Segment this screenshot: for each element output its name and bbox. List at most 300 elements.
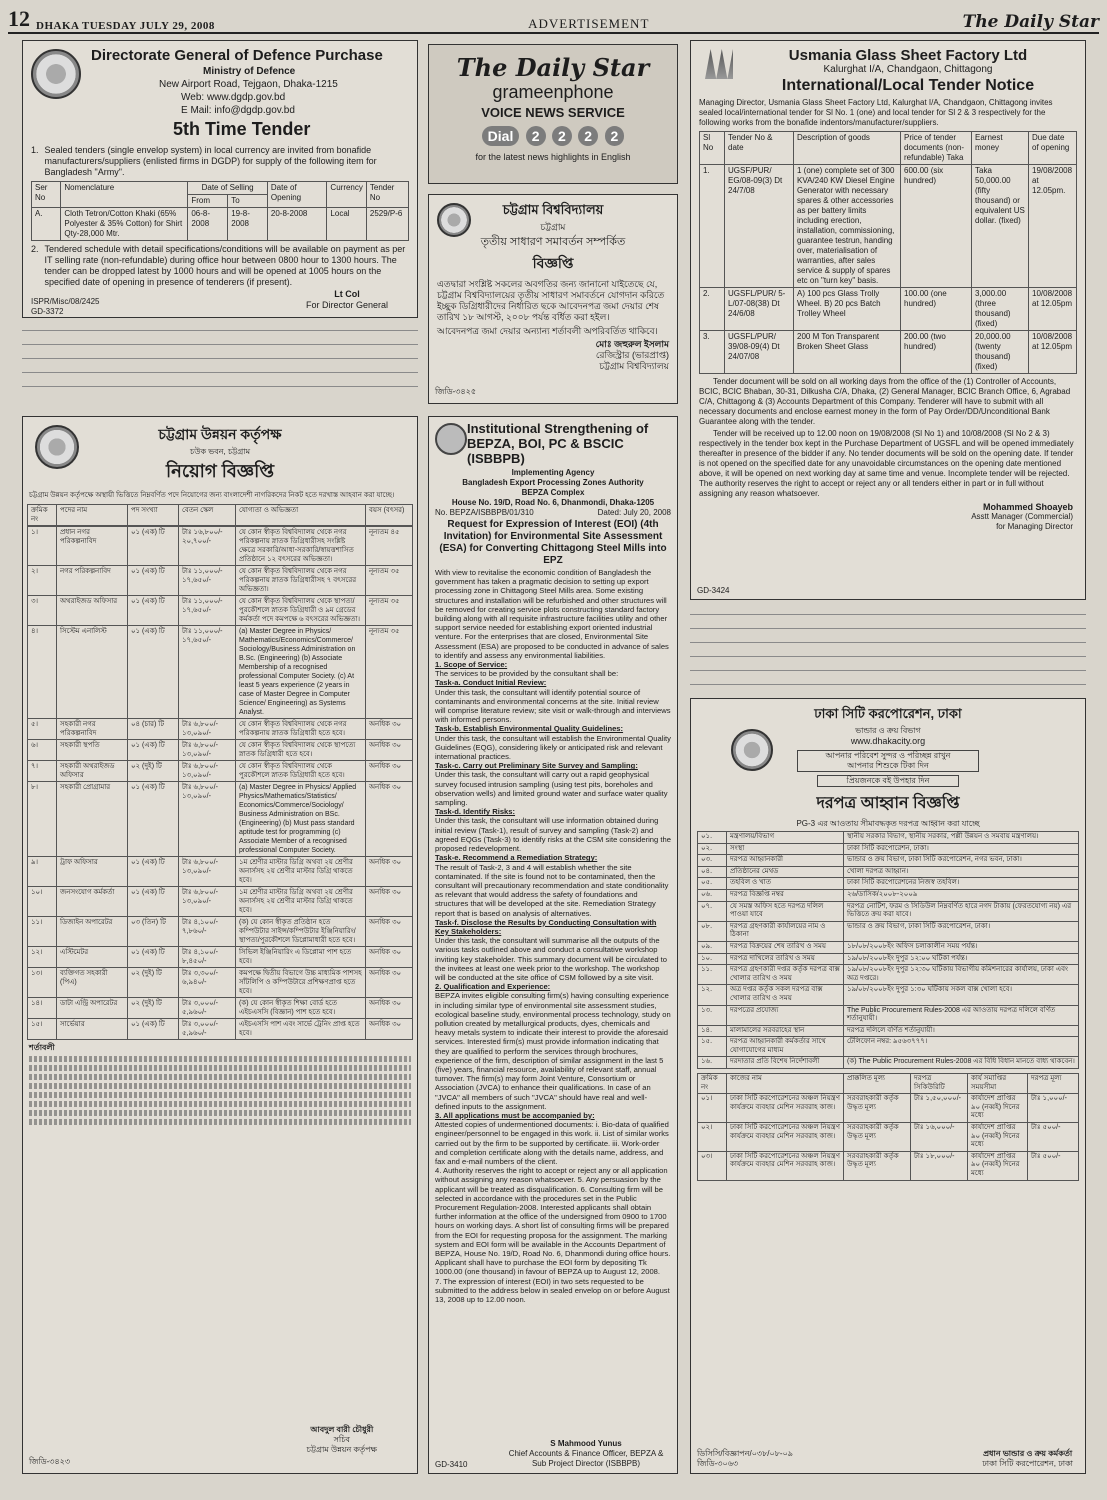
cell: ঢাকা সিটি করপোরেশনের অঞ্চল নিয়ন্ত্রণ কার্যক্রমে ব্যবহার মেশিন সরবরাহ কাজ। — [727, 1094, 844, 1123]
cell: অনধিক ৩০ — [366, 857, 413, 887]
dial-digit: 2 — [526, 126, 546, 146]
cell: 20-8-2008 — [267, 208, 327, 241]
table-row — [698, 901, 1079, 921]
cda-seal-icon — [35, 425, 79, 469]
cell: Local — [327, 208, 366, 241]
table-row — [698, 832, 1079, 844]
cell: অনধিক ৩০ — [366, 968, 413, 998]
cell: টাঃ ৩,৩০০/- ৬,৯৪০/- — [179, 968, 236, 998]
th: কার্য সমাপ্তির সময়সীমা — [968, 1074, 1028, 1094]
cell: ঢাকা সিটি করপোরেশনের অঞ্চল নিয়ন্ত্রণ কার্যক্রমে ব্যবহার মেশিন সরবরাহ কাজ। — [727, 1123, 844, 1152]
cell: অথরাইজড অফিসার — [57, 596, 128, 626]
cu-subtitle: তৃতীয় সাধারণ সমাবর্তন সম্পর্কিত — [480, 236, 626, 248]
cell: সিভিল ইঞ্জিনিয়ারিং এ ডিপ্লোমা পাশ হতে হবে। — [236, 947, 366, 968]
table-row — [698, 878, 1079, 890]
cell: টাঃ ৪,১০০/- ৮,৪৫০/- — [179, 947, 236, 968]
cell: দরপত্র বিক্রয়ের শেষ তারিখ ও সময় — [727, 941, 844, 953]
section-heading: Task-d. Identify Risks: — [435, 807, 516, 817]
table-row — [28, 740, 413, 761]
cell: ১৯/০৮/২০০৮ইং দুপুর ১২:০০ ঘটিকা পর্যন্ত। — [844, 953, 1079, 965]
cell: টাঃ ৬,৮০০/- ১৩,০৯০/- — [179, 719, 236, 740]
cell: মালামালের সরবরাহের স্থান — [727, 1025, 844, 1037]
cu-city: চট্টগ্রাম — [540, 222, 566, 232]
th: Tender No & date — [725, 132, 794, 165]
cell: নূন্যতম ৩৫ — [366, 566, 413, 596]
cell: ০১ (এক) টি — [128, 887, 179, 917]
cell: ৭। — [28, 761, 57, 782]
table-row — [698, 921, 1079, 941]
cell: নূন্যতম ৩৫ — [366, 626, 413, 719]
cell: সহকারী নগর পরিকল্পনাবিদ — [57, 719, 128, 740]
cell: টাঃ ১১,০০০/- ১৭,৬৫০/- — [179, 566, 236, 596]
bepza-agency: Bangladesh Export Processing Zones Authority — [462, 478, 644, 487]
cell: A. — [32, 208, 61, 241]
cell: টাঃ ৫০০/- — [1028, 1123, 1079, 1152]
cu-notice-ad — [428, 194, 678, 404]
table-row — [698, 866, 1079, 878]
th: দরপত্র মূল্য — [1028, 1074, 1079, 1094]
cda-subtitle: চউক ভবন, চট্টগ্রাম — [189, 447, 251, 456]
cell: অনধিক ৩০ — [366, 998, 413, 1019]
cell: টাঃ ১৬,৮০০/- ২০,৭০০/- — [179, 527, 236, 566]
cell: 100.00 (one hundred) — [901, 288, 972, 331]
cell: ১৪. — [698, 1025, 727, 1037]
table-row — [698, 953, 1079, 965]
th: বেতন স্কেল — [179, 505, 236, 526]
usmania-title: Usmania Glass Sheet Factory Ltd — [788, 47, 1028, 64]
cell: ট্রাফ অফিসার — [57, 857, 128, 887]
cell: প্রতিষ্ঠানের মেথড — [727, 866, 844, 878]
dgdp-gd: GD-3372 — [31, 307, 64, 316]
th-date-selling: Date of Selling — [188, 182, 268, 195]
section-text: Under this task, the consultant will carry out a rapid geophysical survey focused intrusion sampling (using test pits, boreholes and observation wells) and limited ground water and surface water quality sampling. — [435, 770, 668, 808]
dcc-seal-icon — [731, 729, 773, 771]
cell: 200 M Ton Transparent Broken Sheet Glass — [794, 331, 901, 374]
section-text: BEPZA invites eligible consulting firm(s) having consulting experience in including similar type of environmental site assessment studies, ecological baseline study, environmental process technology, study on pollution created by metallurgical products, dyes, chemicals and heavy metals system to indicate their interest to provide the aforesaid services. Interested firm(s) must provide information indicating that they are qualified to perform the services through brochures, experience of the firm, description of similar assignment in the last 5 (five) years, financial resource, availability of relevant staff, annual turnover. The firm(s) may form Joint Venture, Consortium or Association (JVCA) to enhance their qualifications. In case of an "JVCA" all members of such "JVCA" should have real and well-defined inputs to the assignment. — [435, 991, 671, 1111]
cell: টাঃ ৩,০০০/- ৫,৯৬০/- — [179, 1019, 236, 1040]
cell: ০১ (এক) টি — [128, 782, 179, 857]
cell: ৮। — [28, 782, 57, 857]
table-row — [698, 855, 1079, 867]
section-heading: Task-e. Recommend a Remediation Strategy: — [435, 853, 598, 863]
cell: The Public Procurement Rules-2008 এর আওতায় দরপত্র দলিলে বর্ণিত শর্তানুযায়ী। — [844, 1005, 1079, 1025]
cell: টাঃ ১,০০০/- — [1028, 1094, 1079, 1123]
cell: কার্যাদেশ প্রাপ্তির ৯০ (নব্বই) দিনের মধ্যে — [968, 1123, 1028, 1152]
usmania-signer-for: for Managing Director — [996, 522, 1073, 531]
table-row — [28, 782, 413, 857]
table-row — [698, 843, 1079, 855]
cell: টাঃ ৬,৮০০/- ১৩,০৯০/- — [179, 887, 236, 917]
cell: দরপত্র দাখিলের তারিখ ও সময় — [727, 953, 844, 965]
ds-logo: The Daily Star — [456, 53, 650, 82]
ds-dial-number — [429, 126, 677, 146]
table-row — [700, 288, 1077, 331]
th-date-opening: Date of Opening — [267, 182, 327, 208]
cu-title: চট্টগ্রাম বিশ্ববিদ্যালয় — [502, 202, 604, 217]
cell: সিস্টেম এনালিস্ট — [57, 626, 128, 719]
cell: 2. — [700, 288, 725, 331]
cell: জনসংযোগ কর্মকর্তা — [57, 887, 128, 917]
th: Description of goods — [794, 132, 901, 165]
dcc-dept: ভান্ডার ও ক্রয় বিভাগ — [855, 726, 921, 735]
bepza-agency-label: Implementing Agency — [511, 468, 595, 477]
cell: ০১ (এক) টি — [128, 947, 179, 968]
table-row — [700, 331, 1077, 374]
section-title: ADVERTISEMENT — [528, 16, 650, 31]
cell: ভান্ডার ও ক্রয় বিভাগ, ঢাকা সিটি করপোরেশন, নগর ভবন, ঢাকা। — [844, 855, 1079, 867]
table-row — [698, 1151, 1079, 1180]
cda-signer-org: চট্টগ্রাম উন্নয়ন কর্তৃপক্ষ — [306, 1445, 377, 1454]
th: প্রাক্কলিত মূল্য — [844, 1074, 911, 1094]
table-row — [28, 527, 413, 566]
cell: ০২ (দুই) টি — [128, 761, 179, 782]
dcc-title: ঢাকা সিটি করপোরেশন, ঢাকা — [814, 706, 962, 721]
cell: টাঃ ৪,১০০/- ৭,৮৬০/- — [179, 917, 236, 947]
cu-signer-title: রেজিস্ট্রার (ভারপ্রাপ্ত) — [595, 350, 669, 360]
table-row — [698, 1057, 1079, 1069]
cell: মন্ত্রণালয়/বিভাগ — [727, 832, 844, 844]
cell: (a) Master Degree in Physics/ Applied Physics/Mathematics/Statistics/ Economics/Commerce/Sociology/ Business Administration on BSc. (Engineering) (b) Must pass standard aptitude test for programming (c) Associate Member of a recognised professional Computer Society. — [236, 782, 366, 857]
table-row — [698, 889, 1079, 901]
section-heading: Task-c. Carry out Preliminary Site Survey and Sampling: — [435, 761, 638, 771]
cell: 10/08/2008 at 12.05pm — [1029, 331, 1077, 374]
cell: অনধিক ৩০ — [366, 782, 413, 857]
masthead — [8, 6, 1099, 34]
cda-conditions-text — [23, 1056, 417, 1125]
dcc-pg-line: PG-3 এর আওতায় সীমাবদ্ধকৃত দরপত্র আহ্বান করা যাচ্ছে — [796, 819, 980, 828]
cell: ১। — [28, 527, 57, 566]
cu-body: এতদ্বারা সংশ্লিষ্ট সকলের অবগতির জন্য জানানো যাইতেছে যে, চট্টগ্রাম বিশ্ববিদ্যালয়ের তৃতীয় সাধারণ সমাবর্তনে যোগদান করিতে ইচ্ছুক ডিগ্রিধারীদের নির্ধারিত ছকে আবেদনপত্র জমা দেয়ার শেষ তারিখ ১৮ আগস্ট, ২০০৮ পর্যন্ত বর্ধিত করা হইল। — [437, 279, 665, 322]
usmania-signer: Mohammed Shoayeb — [982, 502, 1073, 512]
page-number: 12 — [8, 6, 30, 31]
cell: 1. — [700, 165, 725, 288]
dcc-slogan3: প্রিয়জনকে বই উপহার দিন — [817, 775, 959, 787]
dcc-signer: প্রধান ভান্ডার ও ক্রয় কর্মকর্তা — [983, 1449, 1073, 1458]
cell: ০১ (এক) টি — [128, 1019, 179, 1040]
cell: টাঃ ১১,০০০/- ১৭,৬৫০/- — [179, 596, 236, 626]
section-heading: 2. Qualification and Experience: — [435, 982, 551, 992]
usmania-intro: Managing Director, Usmania Glass Sheet Factory Ltd, Kalurghat I/A, Chandgaon, Chittagong invites sealed local/international tender for Sl No. 1 (one) and local tender for Sl 2 & 3 respectively for the following works from the bonafide indentors/manufacturer/suppliers. — [699, 98, 1053, 127]
cell: ০১ (এক) টি — [128, 857, 179, 887]
cell: দরদাতার প্রতি বিশেষ নির্দেশাবলী — [727, 1057, 844, 1069]
cell: সরবরাহকারী কর্তৃক উদ্ধৃত মূল্য — [844, 1151, 911, 1180]
cell: টাঃ ১,৫০,০০০/- — [911, 1094, 968, 1123]
cell: Cloth Tetron/Cotton Khaki (65% Polyester & 35% Cotton) for Shirt Qty-28,000 Mtr. — [61, 208, 188, 241]
th: Sl No — [700, 132, 725, 165]
dgdp-para1: Sealed tenders (single envelop system) in local currency are invited from bonafide manufacturers/suppliers (enlisted firms in DGDP) for supply of the following item for Bangladesh "Army". — [44, 145, 377, 177]
bepza-headline: Request for Expression of Interest (EOI) (4th Invitation) for Environmental Site Assessment (ESA) for Converting Chittagong Steel Mills into EPZ — [439, 519, 667, 566]
th: Due date of opening — [1029, 132, 1077, 165]
table-row — [698, 1037, 1079, 1057]
cell: ০৫. — [698, 878, 727, 890]
cell: UGSFL/PUR/ 5-L/07-08(38) Dt 24/6/08 — [725, 288, 794, 331]
th-tender-no: Tender No — [366, 182, 408, 208]
cell: 200.00 (two hundred) — [901, 331, 972, 374]
cell: সার্ভেয়ার — [57, 1019, 128, 1040]
dcc-items-table — [697, 1073, 1079, 1181]
cell: ১৫। — [28, 1019, 57, 1040]
cell: ডাটা এন্ট্রি অপারেটর — [57, 998, 128, 1019]
dcc-tender-ad — [690, 698, 1086, 1474]
cu-notice-heading: বিজ্ঞপ্তি — [532, 255, 574, 271]
section-heading: Task-f. Disclose the Results by Conducting Consultation with Key Stakeholders: — [435, 917, 657, 936]
table-row — [32, 208, 409, 241]
th-nomenclature: Nomenclature — [61, 182, 188, 208]
cell: টাঃ ৩,০০০/- ৫,৯৬০/- — [179, 998, 236, 1019]
usmania-signer-title: Asstt Manager (Commercial) — [971, 512, 1073, 521]
cell: ১৯/০৮/২০০৮ইং দুপুর ১২:৩০ ঘটিকায় বিভাগীয় কমিশনারের কার্যালয়, ঢাকা এবং অত্র দপ্তরে। — [844, 965, 1079, 985]
bepza-eoi-ad — [428, 416, 678, 1474]
cell: ০৮. — [698, 921, 727, 941]
cell: 06-8-2008 — [188, 208, 228, 241]
cell: টাঃ ৬,৮০০/- ১৩,০৯০/- — [179, 740, 236, 761]
cell: দরপত্র দলিলে বর্ণিত শর্তানুযায়ী। — [844, 1025, 1079, 1037]
bepza-title: Institutional Strengthening of BEPZA, BOI, PC & BSCIC (ISBBPB) — [467, 421, 649, 466]
cu-body2: আবেদনপত্র জমা দেয়ার অন্যান্য শর্তাবলী অপরিবর্তিত থাকিবে। — [437, 326, 658, 336]
cell: ০১ (এক) টি — [128, 527, 179, 566]
cda-recruitment-ad — [22, 416, 418, 1474]
section-heading: Task-a. Conduct Initial Review: — [435, 678, 547, 688]
cell: 3. — [700, 331, 725, 374]
dgdp-sign-for: For Director General — [305, 300, 389, 310]
cell: ০১ (এক) টি — [128, 566, 179, 596]
cell: অনধিক ৩০ — [366, 887, 413, 917]
bepza-address: House No. 19/D, Road No. 6, Dhanmondi, Dhaka-1205 — [451, 498, 655, 507]
cell: ০১. — [698, 832, 727, 844]
cell: ০২ (দুই) টি — [128, 968, 179, 998]
th: ক্রমিক নং — [28, 505, 57, 526]
cell: ০৬. — [698, 889, 727, 901]
th: যোগ্যতা ও অভিজ্ঞতা — [236, 505, 366, 526]
cell: ০১ (এক) টি — [128, 626, 179, 719]
table-row — [28, 761, 413, 782]
table-row — [28, 596, 413, 626]
dial-digit: 2 — [552, 126, 572, 146]
section-text: The services to be provided by the consultant shall be: — [435, 669, 619, 679]
th: পদের নাম — [57, 505, 128, 526]
cell: ১ম শ্রেণীর মাস্টার ডিগ্রি অথবা ২য় শ্রেণীর অনার্সসহ ২য় শ্রেণীর মাস্টার ডিগ্রি থাকতে হবে। — [236, 887, 366, 917]
cell: ০৪ (চার) টি — [128, 719, 179, 740]
cell: ঢাকা সিটি করপোরেশনের অঞ্চল নিয়ন্ত্রণ কার্যক্রমে ব্যবহার মেশিন সরবরাহ কাজ। — [727, 1151, 844, 1180]
cu-signer: মোঃ জহুরুল ইসলাম — [595, 339, 669, 349]
cell: ১০. — [698, 953, 727, 965]
cda-signer: আবদুল বারী চৌধুরী — [310, 1425, 374, 1434]
cell: সরবরাহকারী কর্তৃক উদ্ধৃত মূল্য — [844, 1123, 911, 1152]
section-heading: Task-b. Establish Environmental Quality Guidelines: — [435, 724, 624, 734]
cell: অনধিক ৩০ — [366, 740, 413, 761]
usmania-address: Kalurghat I/A, Chandgaon, Chittagong — [823, 64, 993, 75]
cell: অনধিক ৩০ — [366, 719, 413, 740]
cell: ২। — [28, 566, 57, 596]
cell: অনধিক ৩০ — [366, 1019, 413, 1040]
dcc-signer-org: ঢাকা সিটি করপোরেশন, ঢাকা — [982, 1459, 1073, 1468]
table-row — [28, 998, 413, 1019]
section-text: 4. Authority reserves the right to accept or reject any or all application without assigning any reason whatsoever. 5. Any persuasion by the applicant will be treated as disqualification. 6. Consulting firm will be selected in accordance with the procedures set in the Public Procurement Regulation-2008. Interested applicants shall obtain further information at the office of the undersigned from 0900 to 1700 hours on working days. A short list of consulting firms will be prepared from the EOI for requesting proposa for the assignment. The marking system and EOI form will be available in the Accounts Department of BEPZA, House No. 19/D, Road No. 6, Dhanmondi during office hours. Applicant shall have to purchase the EOI form by depositing Tk 1000.00 (one thousand) in favour of BEPZA up to August 12, 2008. — [435, 1166, 671, 1277]
dcc-notice: দরপত্র আহ্বান বিজ্ঞপ্তি — [816, 795, 960, 812]
cell: ০১। — [698, 1094, 727, 1123]
cell: 3,000.00 (three thousand) (fixed) — [972, 288, 1029, 331]
table-row — [28, 917, 413, 947]
bepza-ref: No. BEPZA/ISBBPB/01/310 — [435, 508, 534, 517]
cell: ব্যক্তিগত সহকারী (পিএ) — [57, 968, 128, 998]
th-currency: Currency — [327, 182, 366, 208]
brand-logo: The Daily Star — [962, 12, 1099, 32]
cell: ১৫. — [698, 1037, 727, 1057]
bepza-intro: With view to revitalise the economic condition of Bangladesh the government has taken a pragmatic decision to setting up export processing zone in Chittagong Steel Mills area. Some existing structures and installation will be refurbished and other structures will be removed for creating service plots constructing standard factory building along with all requisite infrastructure facilities utility and other support service needed for establishing export oriented industrial venture. For the enterprises that are closed, Environmental Site Assessment (ESA) are proposed to be conducted in advance of sales to identify and assess any environmental liabilities. — [435, 568, 669, 660]
cu-seal-icon — [437, 203, 471, 237]
table-row — [28, 968, 413, 998]
usmania-para2: Tender will be received up to 12.00 noon on 19/08/2008 (Sl No 1) and 10/08/2008 (Sl No 2 & 3) respectively in the tender box kept in the Purchase Department of UGSFL and will be opened immediately thereafter in presence of the bidder if any. No tender documents will be sold on the opening date. If tender is not opened on the specified date for any unavoidable circumstances on the opening date mentioned above, it will be opened on next working day at same time and venue. Incomplete tender will be rejected. The authority reserves the right to accept or reject any or all tenders either in part or in full without assigning any reason whatsoever. — [699, 429, 1074, 498]
table-row — [698, 1094, 1079, 1123]
cell: টাঃ ১৬,০০০/- — [911, 1123, 968, 1152]
table-row — [698, 1025, 1079, 1037]
bepza-dated: Dated: July 20, 2008 — [597, 508, 671, 517]
dgdp-para2: Tendered schedule with detail specifications/conditions will be available on payment as per IT selling rate (non-refundable) during office hour between 0800 hour to 1300 hours. The tender can be dropped latest by 1000 hours and will be opened at 1005 hours on the specified date of opening in presence of tenderers (if present). — [44, 244, 406, 287]
cell: ৯। — [28, 857, 57, 887]
cell: যে কোন স্বীকৃত বিশ্ববিদ্যালয় থেকে পুরকৌশলে স্নাতক ডিগ্রিধারী হতে হবে। — [236, 761, 366, 782]
cda-rows — [27, 526, 413, 1040]
table-row — [28, 857, 413, 887]
cell: 19-8-2008 — [228, 208, 268, 241]
dgdp-web: Web: www.dgdp.gov.bd — [181, 92, 286, 103]
dcc-gd: জিডি-৩০৬৩ — [697, 1459, 739, 1468]
cell: এইচএসসি পাশ এবং সার্ভে ট্রেনিং প্রাপ্ত হতে হবে। — [236, 1019, 366, 1040]
cell: অনধিক ৩০ — [366, 947, 413, 968]
cell: টাঃ ৫০০/- — [1028, 1151, 1079, 1180]
dcc-info-table — [697, 831, 1079, 1069]
cell: দরপত্রের প্রযোজ্য — [727, 1005, 844, 1025]
cda-gd: জিডি-৩৪২৩ — [29, 1457, 71, 1466]
cell: ঢাকা সিটি করপোরেশন, ঢাকা। — [844, 843, 1079, 855]
cell: নূন্যতম ৩৫ — [366, 596, 413, 626]
cell: 600.00 (six hundred) — [901, 165, 972, 288]
ds-partner: grameenphone — [492, 82, 614, 102]
cell: টাঃ ৬,৮০০/- ১৩,০৯০/- — [179, 857, 236, 887]
section-text: Under this task, the consultant will identify potential source of contaminants and environmental concerns at the site. Initial review will comprise literature review; site visit or walk-through and interviews with informed persons. — [435, 687, 671, 725]
dcc-slogan1: আপনার পরিবেশ সুন্দর ও পরিচ্ছন্ন রাখুন — [825, 751, 951, 760]
cell: কার্যাদেশ প্রাপ্তির ৯০ (নব্বই) দিনের মধ্যে — [968, 1151, 1028, 1180]
section-text: Under this task, the consultant will summarise all the outputs of the various tasks outlined above and conduct a consultative workshop inviting key stakeholder. This summary document will be circulated to the invitees at least one week prior to the workshop. The workshop will be conducted at the site office of CSM followed by a site visit. — [435, 936, 667, 982]
cell: যে কোন স্বীকৃত বিশ্ববিদ্যালয় থেকে নগর পরিকল্পনায় স্নাতক ডিগ্রিধারীসহ ৭ বৎসরের অভিজ্ঞতা। — [236, 566, 366, 596]
bepza-logo-icon — [435, 423, 467, 455]
cell: A) 100 pcs Glass Trolly Wheel. B) 20 pcs Batch Trolley Wheel — [794, 288, 901, 331]
cell: ১৩. — [698, 1005, 727, 1025]
section-text: Under this task, the consultant will use information obtained during initial review (Task-1), result of survey and sampling (Task-2) and agreed EQGs (Task-3) to identify risks at the CSM site considering the proposed redevelopment. — [435, 816, 671, 854]
cell: 10/08/2008 at 12.05pm — [1029, 288, 1077, 331]
table-row — [698, 1123, 1079, 1152]
cell: ঢাকা সিটি করপোরেশনের নিজস্ব তহবিল। — [844, 878, 1079, 890]
cell: দরপত্র বিজ্ঞপ্তি নম্বর — [727, 889, 844, 901]
cell: যে কোন স্বীকৃত বিশ্ববিদ্যালয় থেকে নগর পরিকল্পনায় স্নাতক ডিগ্রিধারী হতে হবে। — [236, 719, 366, 740]
dgdp-tender-ad: Directorate General of Defence Purchase Ministry of Defence New Airport Road, Tejgaon, Dhaka-1215 Web: www.dgdp.gov.bd E Mail: info@dgdp.gov.bd 5th Time Tender 1. Sealed tenders (single envelop system) in local currency are invited from bonafide manufacturers/suppliers (enlisted firms in DGDP) for supply of the following item for Bangladesh "Army". Ser No Nomenclature Date of Selling Date of Opening Currency Tender No From To A. Cloth Tetron/Cotton Khaki (65% Polyester & 35% Cotton) for Shirt Qty-28,000 Mtr. 06-8-2008 19-8-2008 20-8-2008 Local 2529/P-6 2. Tendered schedule with detail specifications/conditions will be available on payment as per IT selling rate (non-refundable) during office hour between 0800 hour to 1300 hours. The tender can be dropped latest by 1000 hours and will be opened at 1005 hours on the specified date of opening in presence of tenderers (if present). ISPR/Misc/08/2425 GD-3372 Lt Col For Director General — [22, 40, 418, 318]
cell: 20,000.00 (twenty thousand) (fixed) — [972, 331, 1029, 374]
cell: টেলিফোন নম্বর: ৯৫৬৩৭৭৭। — [844, 1037, 1079, 1057]
section-text: 7. The expression of interest (EOI) in two sets requested to be submitted to the address below in sealed envelop on or before August 13, 2008 up to 12.00 noon. — [435, 1276, 670, 1305]
dgdp-seal-icon — [31, 49, 81, 99]
cell: ভান্ডার ও ক্রয় বিভাগ, ঢাকা সিটি করপোরেশন, ঢাকা। — [844, 921, 1079, 941]
cell: নগর পরিকল্পনাবিদ — [57, 566, 128, 596]
cell: ৪। — [28, 626, 57, 719]
cu-signer-org: চট্টগ্রাম বিশ্ববিদ্যালয় — [599, 361, 669, 371]
cell: ০৩. — [698, 855, 727, 867]
th: Price of tender documents (non-refundable) Taka — [901, 132, 972, 165]
cell: ডিজাইন অপারেটর — [57, 917, 128, 947]
cell: ১০। — [28, 887, 57, 917]
th: বয়স (বৎসর) — [366, 505, 413, 526]
cell: নূন্যতম ৪৫ — [366, 527, 413, 566]
table-row — [28, 887, 413, 917]
cell: ০২. — [698, 843, 727, 855]
cell: ০৩ (তিন) টি — [128, 917, 179, 947]
cell: টাঃ ৬,৮০০/- ১৩,০৯০/- — [179, 782, 236, 857]
dateline: DHAKA TUESDAY JULY 29, 2008 — [36, 20, 215, 32]
dcc-slogan2: আপনার শিশুকে টিকা দিন — [847, 761, 929, 770]
cda-signer-title: সচিব — [333, 1435, 350, 1444]
dcc-web: www.dhakacity.org — [850, 736, 926, 746]
cell: UGSFL/PUR/ 39/08-09(4) Dt 24/07/08 — [725, 331, 794, 374]
table-row — [28, 566, 413, 596]
cell: 2529/P-6 — [366, 208, 408, 241]
table-row — [28, 947, 413, 968]
table-row — [700, 165, 1077, 288]
cell: ৩। — [28, 596, 57, 626]
cell: টাঃ ১১,০০০/- ১৭,৬৫০/- — [179, 626, 236, 719]
dgdp-title: Directorate General of Defence Purchase — [91, 47, 383, 64]
cell: ৫। — [28, 719, 57, 740]
dial-digit: 2 — [605, 126, 625, 146]
th-to: To — [228, 195, 268, 208]
cell: ০১ (এক) টি — [128, 740, 179, 761]
usmania-notice: International/Local Tender Notice — [781, 77, 1035, 94]
table-row — [28, 626, 413, 719]
cell: ০৩। — [698, 1151, 727, 1180]
cda-notice: নিয়োগ বিজ্ঞপ্তি — [165, 461, 275, 481]
cell: দরপত্র আহ্বানকারী কর্মকর্তার সাথে যোগাযোগের মাধ্যম — [727, 1037, 844, 1057]
cell: কমপক্ষে দ্বিতীয় বিভাগে উচ্চ মাধ্যমিক পাশসহ সাঁটলিপি ও কম্পিউটারে প্রশিক্ষণপ্রাপ্ত হতে হবে। — [236, 968, 366, 998]
table-row — [698, 965, 1079, 985]
usmania-tender-ad — [690, 40, 1086, 600]
cell: 1 (one) complete set of 300 KVA/240 KW Diesel Engine Generator with necessary spares & other accessories as per battery limits including erection, installation, commissioning, guarantee testrun, handing over, materialisation of warranties, after sales service & supply of spares etc on "turn key" basis. — [794, 165, 901, 288]
cell: ১৯/০৮/২০০৮ইং দুপুর ১:৩০ ঘটিকায় সকল বাক্স খোলা হবে। — [844, 985, 1079, 1005]
dgdp-sign-rank: Lt Col — [334, 289, 360, 299]
table-row — [698, 985, 1079, 1005]
blank-ruled-area — [690, 604, 1086, 692]
cell: দরপত্র আহ্বানকারী — [727, 855, 844, 867]
cda-conditions-label: শর্তাবলী — [29, 1043, 55, 1052]
cell: UGSF/PUR/ EG/08-09(3) Dt 24/7/08 — [725, 165, 794, 288]
daily-star-voice-news-ad — [428, 44, 678, 184]
cell: (a) Master Degree in Physics/ Mathematics/Economics/Commerce/ Sociology/Business Administration on B.Sc. (Engineering) (b) Associate Membership of a recognised professional Computer Society. (c) At least 5 years experience (2 years in case of Master Degree in Computer Science/ Engineering) as Systems Analyst. — [236, 626, 366, 719]
section-heading: 3. All applications must be accompanied by: — [435, 1110, 595, 1120]
th: কাজের নাম — [727, 1074, 844, 1094]
usmania-para1: Tender document will be sold on all working days from the office of the (1) Controller of Accounts, BCIC, BCIC Bhaban, 30-31, Dilkusha C/A, Dhaka, (2) General Manager, BCIC Branch Office, 6, Agrabad C/A, Chittagong & (3) Accounts Department of this Company. Tenderer will have to submit with all necessary documents and enclose earnest money in the form of Pay Order/DD/Unconditional Bank Guarantee along with the tender. — [699, 377, 1071, 426]
cell: যে কোন স্বীকৃত বিশ্ববিদ্যালয় থেকে স্থাপত্যে স্নাতক ডিগ্রিধারী হতে হবে। — [236, 740, 366, 761]
ds-service: VOICE NEWS SERVICE — [481, 105, 625, 120]
cell: সরবরাহকারী কর্তৃক উদ্ধৃত মূল্য — [844, 1094, 911, 1123]
cell: Taka 50,000.00 (fifty thousand) or equivalent US dollar. (fixed) — [972, 165, 1029, 288]
dgdp-ministry: Ministry of Defence — [203, 66, 296, 77]
section-text: Attested copies of undermentioned documents: i. Bio-data of qualified engineer/personnel to be engaged in this work. ii. List of similar works carried out by the firm to be supported by certificate. iii. Work-order and completion certificate along with the details name, address, and fax and e-mail numbers of the client. — [435, 1120, 669, 1166]
cell: ০৪. — [698, 866, 727, 878]
cell: অনধিক ৩০ — [366, 917, 413, 947]
dgdp-tender-title: 5th Time Tender — [173, 119, 311, 139]
cell: ০১ (এক) টি — [128, 596, 179, 626]
table-row — [698, 941, 1079, 953]
dgdp-email: E Mail: info@dgdp.gov.bd — [181, 105, 295, 116]
th-from: From — [188, 195, 228, 208]
cell: যে কোন স্বীকৃত বিশ্ববিদ্যালয় থেকে নগর পরিকল্পনায় স্নাতক ডিগ্রিধারীসহ সংশ্লিষ্ট ক্ষেত্রে সরকারি/আধা-সরকারি/স্বায়ত্তশাসিত প্রতিষ্ঠানে ১২ বৎসরের অভিজ্ঞতা। — [236, 527, 366, 566]
table-row — [698, 1005, 1079, 1025]
